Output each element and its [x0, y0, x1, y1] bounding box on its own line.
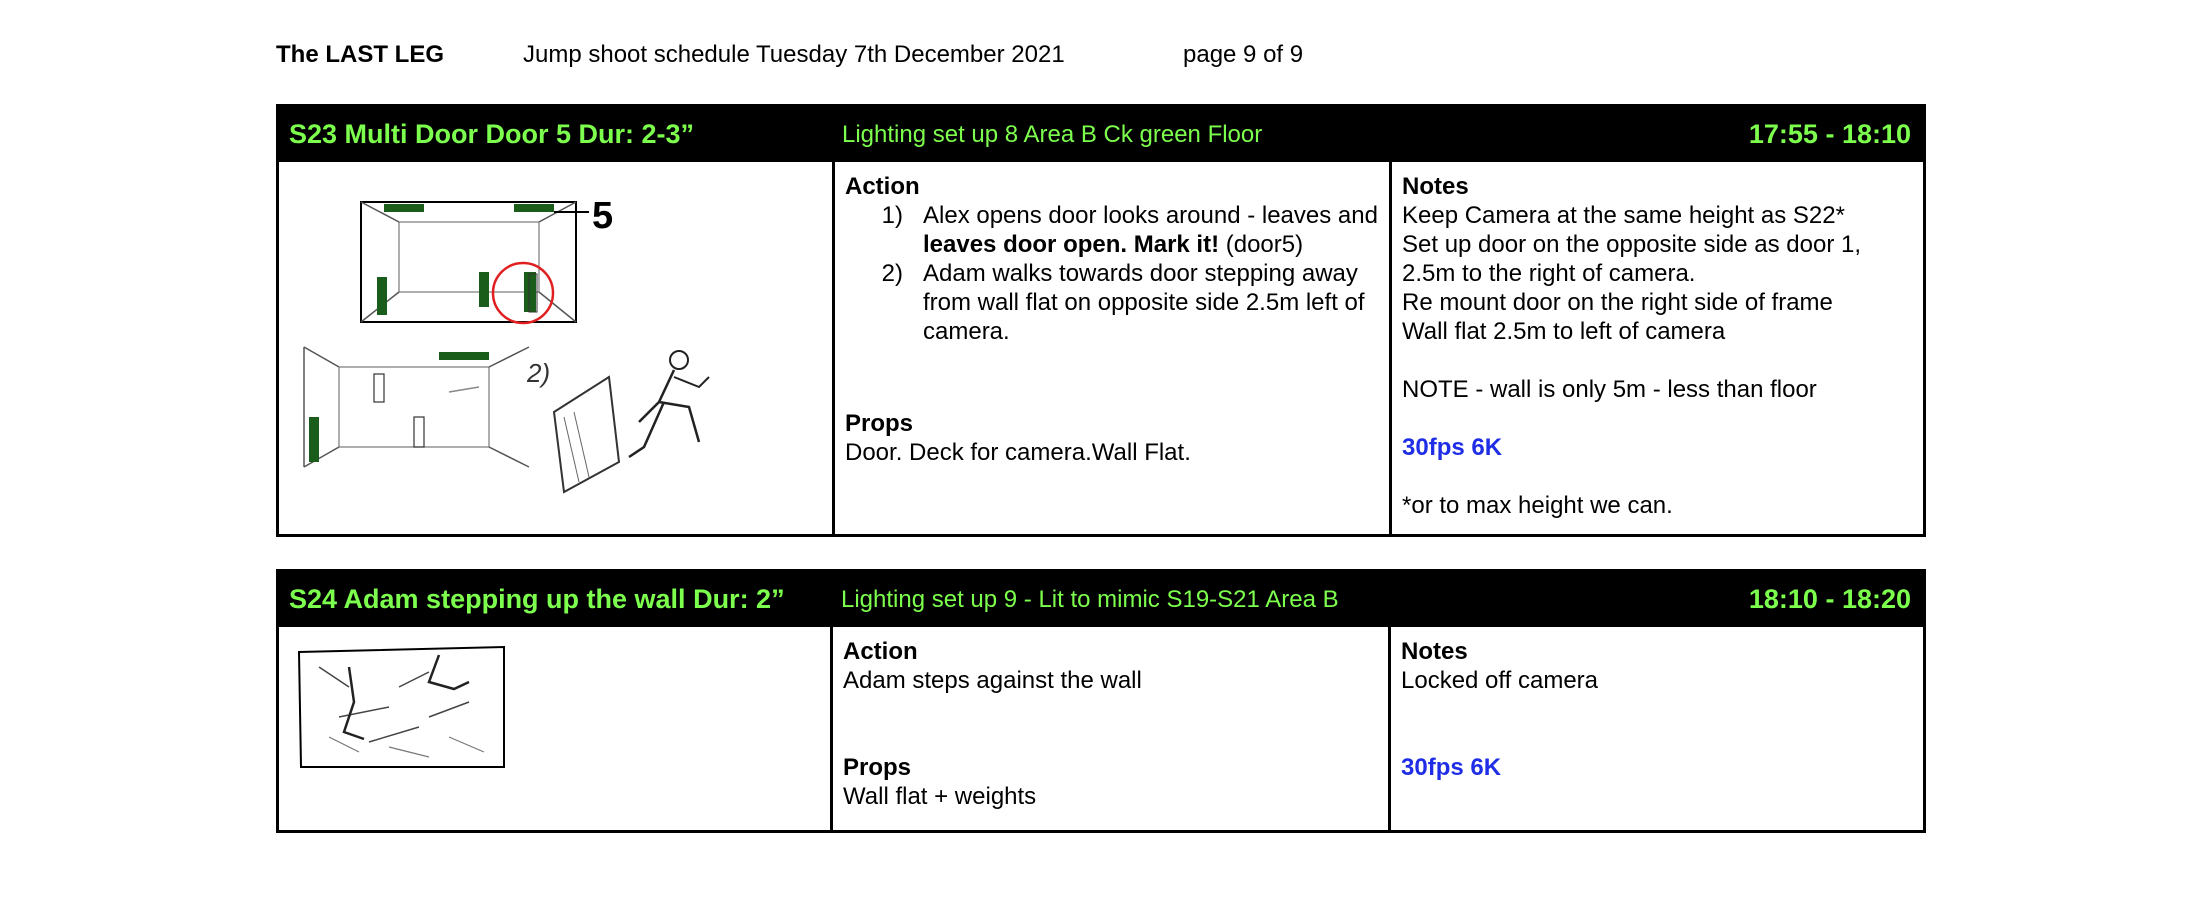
mark-instruction: leaves door open. Mark it! [923, 231, 1220, 258]
scene-s23 [276, 104, 1926, 537]
note-warning: NOTE - wall is only 5m - less than floor [1402, 376, 1817, 403]
action-text: Adam steps against the wall [843, 667, 1142, 694]
note-line: Re mount door on the right side of frame [1402, 289, 1833, 316]
scene-title: S24 Adam stepping up the wall Dur: 2” [289, 584, 785, 614]
lighting-setup: Lighting set up 9 - Lit to mimic S19-S21 Area B [841, 586, 1339, 613]
storyboard-cell [279, 162, 832, 534]
action-list [845, 201, 1379, 346]
storyboard-sketch [279, 162, 832, 537]
notes-label: Notes [1401, 638, 1468, 665]
lighting-setup: Lighting set up 8 Area B Ck green Floor [842, 121, 1263, 148]
action-label: Action [843, 638, 918, 665]
time-slot: 18:10 - 18:20 [1748, 584, 1911, 614]
notes-label: Notes [1402, 173, 1469, 200]
time-slot: 17:55 - 18:10 [1748, 119, 1911, 149]
action-item: 2) Adam walks towards door stepping away from wall flat on opposite side 2.5m left of camera. [881, 260, 1365, 345]
note-line: Locked off camera [1401, 667, 1599, 694]
notes-cell [1389, 162, 1923, 534]
action-item: 1) Alex opens door looks around - leaves and leaves door open. Mark it! (door5) [881, 202, 1378, 258]
sketch-number-label: 5 [592, 195, 614, 237]
notes-cell [1388, 627, 1923, 830]
props-text: Door. Deck for camera.Wall Flat. [845, 439, 1191, 466]
scene-s24 [276, 569, 1926, 833]
storyboard-cell [279, 627, 830, 830]
format-spec: 30fps 6K [1402, 434, 1503, 461]
action-cell [832, 162, 1389, 534]
note-line: Keep Camera at the same height as S22* [1402, 202, 1845, 229]
action-label: Action [845, 173, 920, 200]
format-spec: 30fps 6K [1401, 754, 1502, 781]
footnote: *or to max height we can. [1402, 492, 1673, 519]
note-line: Set up door on the opposite side as door 1, 2.5m to the right of camera. [1402, 231, 1861, 287]
document-subtitle: Jump shoot schedule Tuesday 7th December 2021 [523, 41, 1065, 68]
action-cell [830, 627, 1388, 830]
scene-header [279, 107, 1923, 162]
props-text: Wall flat + weights [843, 783, 1037, 810]
props-label: Props [845, 410, 914, 437]
scene-title: S23 Multi Door Door 5 Dur: 2-3” [289, 119, 695, 149]
page-number: page 9 of 9 [1183, 41, 1304, 68]
note-line: Wall flat 2.5m to left of camera [1402, 318, 1726, 345]
sketch-step-label: 2) [527, 358, 551, 388]
scene-header [279, 572, 1923, 627]
props-label: Props [843, 754, 912, 781]
document-title: The LAST LEG [276, 41, 444, 68]
storyboard-sketch [279, 627, 830, 833]
